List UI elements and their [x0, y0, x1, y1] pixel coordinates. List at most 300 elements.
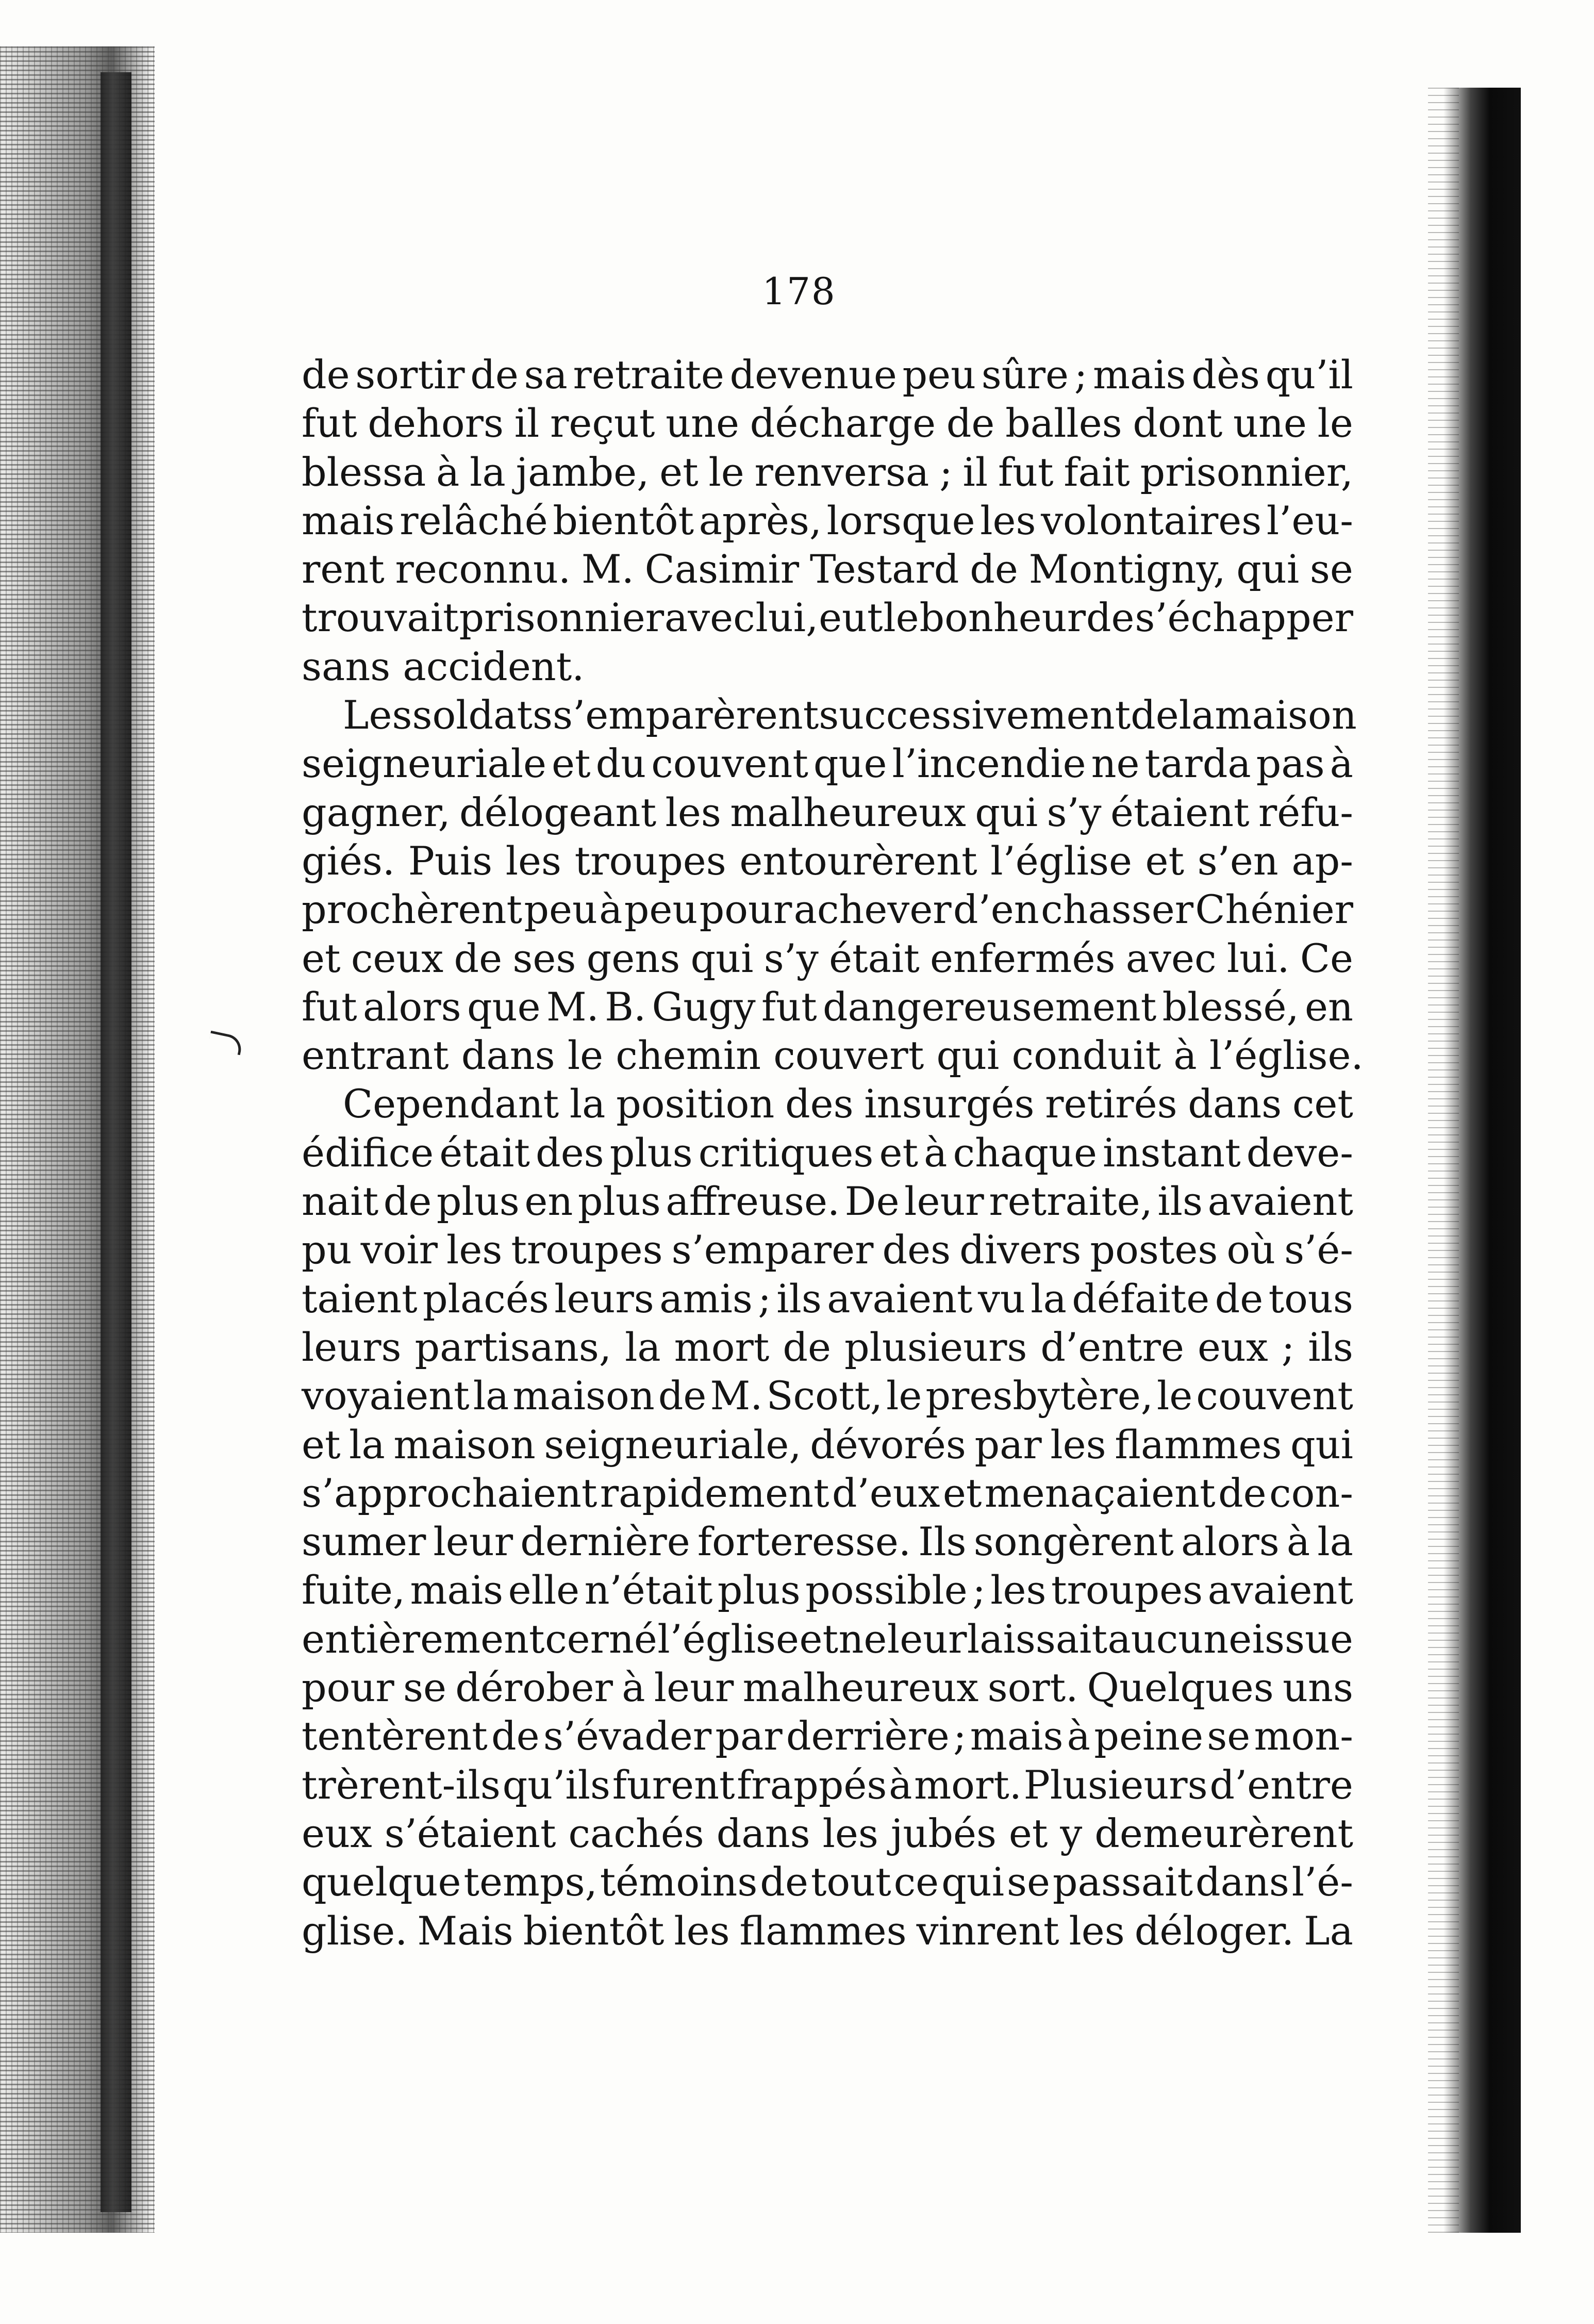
word: dans	[1188, 1081, 1282, 1127]
word: une	[666, 400, 739, 447]
word: fut	[998, 449, 1054, 495]
word: de	[783, 1324, 831, 1370]
word: à	[1067, 1713, 1090, 1759]
word: deve-	[1246, 1129, 1353, 1176]
word: M.	[710, 1373, 763, 1419]
word: qui	[1290, 1421, 1353, 1468]
word: dès	[1191, 352, 1260, 398]
word: le	[708, 449, 744, 495]
word: trèrent-ils	[302, 1761, 501, 1808]
word: ap-	[1291, 837, 1353, 884]
word: le	[1317, 400, 1353, 447]
word: fut	[761, 983, 817, 1030]
word: M.	[546, 983, 599, 1030]
word: l’incendie	[892, 740, 1086, 787]
word: Ce	[1300, 935, 1353, 981]
word: M.	[581, 546, 634, 592]
word: de	[383, 1178, 432, 1225]
word: possible	[805, 1567, 968, 1613]
word: Scott,	[766, 1373, 883, 1419]
word: de	[970, 546, 1018, 592]
word: postes	[1090, 1227, 1218, 1273]
word: mort	[674, 1324, 770, 1370]
text-line	[302, 594, 1353, 642]
word: déloger.	[1134, 1907, 1294, 1954]
word: achever	[793, 886, 952, 933]
word: où	[1226, 1227, 1276, 1273]
word: laissait	[967, 1616, 1108, 1662]
word: volontaires	[1041, 497, 1262, 543]
word: alors	[1181, 1519, 1280, 1565]
word: du	[595, 740, 646, 787]
word: à	[436, 449, 460, 495]
word: demeurèrent	[1094, 1810, 1353, 1856]
word: ses	[512, 935, 576, 981]
word: nait	[302, 1178, 379, 1225]
word: s’y	[763, 935, 819, 981]
word: avaient	[827, 1275, 973, 1322]
text-line	[302, 1907, 1353, 1955]
word: et	[659, 449, 699, 495]
word: ;	[1074, 352, 1088, 398]
word: pour	[699, 886, 792, 933]
word: giés.	[302, 837, 395, 884]
word: Gugy	[652, 983, 756, 1030]
word: chaque	[953, 1129, 1097, 1176]
word: avaient	[1207, 1178, 1353, 1225]
word: soldats	[412, 692, 553, 738]
word: de	[302, 352, 350, 398]
word: sumer	[302, 1519, 426, 1565]
word: le	[883, 595, 919, 641]
text-line	[302, 1663, 1353, 1712]
word: par	[974, 1421, 1042, 1468]
word: délogeant	[459, 789, 657, 835]
word: jambe,	[516, 449, 650, 495]
text-line	[302, 1226, 1353, 1274]
word: troupes	[1051, 1567, 1203, 1613]
word: les	[446, 1227, 503, 1273]
word: plus	[577, 1178, 661, 1225]
word: par	[715, 1713, 783, 1759]
word: trouvait	[302, 595, 459, 641]
word: Quelques	[1087, 1664, 1274, 1711]
word: entourèrent	[739, 837, 977, 884]
word: qu’il	[1265, 352, 1353, 398]
word: fut	[302, 983, 357, 1030]
word: seigneuriale,	[544, 1421, 802, 1468]
word: prisonnier,	[1140, 449, 1353, 495]
word: Les	[343, 692, 412, 738]
word: de	[760, 1859, 808, 1905]
text-line	[302, 788, 1353, 837]
text-line	[302, 1566, 1353, 1614]
word: l’eu-	[1266, 497, 1353, 543]
text-line	[302, 1518, 1353, 1566]
word: malheureux	[742, 1664, 979, 1711]
word: Plusieurs	[1023, 1761, 1208, 1808]
word: eux	[1197, 1324, 1268, 1370]
text-line	[302, 1761, 1353, 1809]
text-line	[302, 1129, 1353, 1177]
word: quelque	[302, 1859, 461, 1905]
word: reçut	[550, 400, 655, 447]
word: insurgés	[864, 1081, 1035, 1127]
word: flammes	[739, 1907, 907, 1954]
word: s’emparer	[671, 1227, 874, 1273]
word: de	[454, 935, 503, 981]
word: il	[514, 400, 540, 447]
word: couvent	[651, 740, 808, 787]
word: dehors	[368, 400, 504, 447]
word: gens	[586, 935, 680, 981]
word: la	[1031, 1275, 1067, 1322]
word: se	[1309, 546, 1353, 592]
word: et	[879, 1129, 919, 1176]
word: se	[403, 1664, 446, 1711]
word: malheureux	[730, 789, 966, 835]
word: cachés	[568, 1810, 704, 1856]
word: que	[813, 740, 887, 787]
word: pas	[1256, 740, 1325, 787]
word: et	[799, 1616, 839, 1662]
word: de	[491, 1713, 540, 1759]
word: s’étaient	[384, 1810, 556, 1856]
page-number: 178	[762, 270, 836, 313]
word: passait	[1052, 1859, 1193, 1905]
word: leurs	[302, 1324, 402, 1370]
word: le	[886, 1373, 922, 1419]
word: à	[622, 1664, 645, 1711]
word: frappés	[737, 1761, 887, 1808]
word: leur	[654, 1664, 734, 1711]
word: la	[569, 1081, 606, 1127]
word: con-	[1269, 1470, 1353, 1516]
word: amis	[659, 1275, 753, 1322]
word: lorsque	[826, 497, 975, 543]
word: et	[302, 1421, 341, 1468]
word: s’approchaient	[302, 1470, 597, 1516]
text-line	[302, 1275, 1353, 1323]
text-line	[302, 1712, 1353, 1760]
word: Puis	[408, 837, 493, 884]
text-line	[302, 934, 1353, 983]
word: lui,	[755, 595, 819, 641]
word: renversa	[754, 449, 929, 495]
word: ;	[972, 1567, 986, 1613]
word: ceux	[351, 935, 444, 981]
text-line	[302, 351, 1353, 399]
word: qui	[941, 1859, 1004, 1905]
word: l’église	[657, 1616, 800, 1662]
word: sort.	[987, 1664, 1078, 1711]
word: vu	[977, 1275, 1025, 1322]
margin-pencil-mark	[207, 1031, 244, 1056]
word: sa	[524, 352, 568, 398]
word: témoins	[600, 1859, 758, 1905]
word: furent	[612, 1761, 735, 1808]
word: avaient	[1207, 1567, 1353, 1613]
word: les	[665, 789, 721, 835]
word: était	[439, 1129, 530, 1176]
text-line	[302, 837, 1353, 885]
word: troupes	[511, 1227, 663, 1273]
word: eux	[302, 1810, 372, 1856]
word: sûre	[981, 352, 1069, 398]
word: peu	[524, 886, 597, 933]
word: position	[616, 1081, 775, 1127]
word: une	[1233, 400, 1307, 447]
word: Cependant	[343, 1081, 559, 1127]
word: d’en	[953, 886, 1039, 933]
word: ;	[939, 449, 953, 495]
word: mon-	[1254, 1713, 1353, 1759]
text-line	[302, 983, 1353, 1031]
word: après,	[699, 497, 822, 543]
word: dans	[716, 1810, 810, 1856]
word: se	[1207, 1713, 1251, 1759]
word: défaite	[1072, 1275, 1210, 1322]
word: voir	[360, 1227, 438, 1273]
word: mais	[302, 497, 395, 543]
word: placés	[423, 1275, 549, 1322]
word: plus	[436, 1178, 520, 1225]
word: devenue	[729, 352, 897, 398]
word: ;	[1281, 1324, 1295, 1370]
word: tentèrent	[302, 1713, 488, 1759]
word: bientôt	[523, 1907, 665, 1954]
word: voyaient	[302, 1373, 470, 1419]
word: mort.	[914, 1761, 1022, 1808]
word: forteresse.	[697, 1519, 911, 1565]
word: ce	[893, 1859, 939, 1905]
word: bientôt	[553, 497, 694, 543]
word: issue	[1252, 1616, 1353, 1662]
word: de	[1086, 595, 1135, 641]
word: ;	[953, 1713, 967, 1759]
text-line	[302, 1031, 1364, 1080]
word: affreuse.	[666, 1178, 840, 1225]
text-line	[302, 642, 1353, 691]
word: presbytère,	[925, 1373, 1153, 1419]
text-line	[302, 1421, 1353, 1469]
word: d’entre	[1209, 1761, 1353, 1808]
text-line	[302, 399, 1353, 448]
word: fuite,	[302, 1567, 406, 1613]
word: seigneuriale	[302, 740, 547, 787]
word: les	[1050, 1421, 1106, 1468]
word: leurs	[554, 1275, 654, 1322]
word: s’é-	[1284, 1227, 1353, 1273]
text-line	[302, 1372, 1353, 1420]
text-line-content: entrant dans le chemin couvert qui conduit à l’église.	[302, 1032, 1364, 1079]
text-line	[302, 739, 1353, 788]
word: et	[1145, 837, 1185, 884]
word: qui	[975, 789, 1038, 835]
word: cet	[1292, 1081, 1353, 1127]
word: plus	[717, 1567, 801, 1613]
word: bonheur	[919, 595, 1086, 641]
word: dévorés	[810, 1421, 966, 1468]
word: retirés	[1045, 1081, 1177, 1127]
word: lui.	[1226, 935, 1290, 981]
word: de	[1215, 1275, 1264, 1322]
word: fait	[1064, 449, 1130, 495]
word: tarda	[1144, 740, 1251, 787]
word: leur	[433, 1519, 513, 1565]
word: plusieurs	[844, 1324, 1027, 1370]
text-line	[302, 448, 1353, 497]
right-edge-speckle	[1428, 88, 1459, 2233]
word: Montigny,	[1028, 546, 1226, 592]
word: l’église	[990, 837, 1132, 884]
word: le	[1156, 1373, 1193, 1419]
word: dérober	[455, 1664, 613, 1711]
word: maison	[1215, 692, 1357, 738]
text-line	[302, 1080, 1353, 1128]
word: mais	[970, 1713, 1064, 1759]
word: eut	[819, 595, 883, 641]
word: pour	[302, 1664, 394, 1711]
word: B.	[605, 983, 646, 1030]
word: qui	[1236, 546, 1300, 592]
word: mais	[1092, 352, 1186, 398]
word: cerné	[545, 1616, 657, 1662]
text-line	[302, 497, 1353, 545]
word: des	[785, 1081, 854, 1127]
word: sortir	[355, 352, 465, 398]
word: retraite,	[989, 1178, 1153, 1225]
word: à	[1286, 1519, 1310, 1565]
word: partisans,	[414, 1324, 612, 1370]
word: dangereusement	[822, 983, 1157, 1030]
word: et	[302, 935, 341, 981]
word: en	[524, 1178, 573, 1225]
word: jubés	[890, 1810, 997, 1856]
word: s’y	[1047, 789, 1102, 835]
left-binding-shadow	[101, 72, 131, 2212]
word: s’emparèrent	[553, 692, 819, 738]
word: uns	[1283, 1664, 1353, 1711]
word: des	[882, 1227, 951, 1273]
word: temps,	[463, 1859, 597, 1905]
word: n’était	[584, 1567, 713, 1613]
word: ne	[838, 1616, 887, 1662]
word: enfermés	[930, 935, 1116, 981]
word: plus	[609, 1129, 693, 1176]
text-line	[302, 691, 1357, 739]
word: vinrent	[916, 1907, 1059, 1954]
word: troupes	[574, 837, 726, 884]
word: se	[1006, 1859, 1050, 1905]
body-text	[302, 351, 1364, 1955]
word: leur	[904, 1178, 984, 1225]
word: la	[1178, 692, 1215, 738]
word: dont	[1133, 400, 1223, 447]
word: couvent	[1196, 1373, 1353, 1419]
word: était	[829, 935, 920, 981]
word: les	[980, 497, 1036, 543]
word: à	[889, 1761, 912, 1808]
word: balles	[1005, 400, 1122, 447]
word: blessé,	[1162, 983, 1299, 1030]
word: successivement	[819, 692, 1131, 738]
word: derrière	[786, 1713, 950, 1759]
word: de	[946, 400, 995, 447]
word: fut	[302, 400, 357, 447]
word: qu’ils	[502, 1761, 611, 1808]
word: prochèrent	[302, 886, 523, 933]
word: les	[505, 837, 561, 884]
word: menaçaient	[984, 1470, 1216, 1516]
word: que	[467, 983, 541, 1030]
word: De	[844, 1178, 900, 1225]
word: taient	[302, 1275, 418, 1322]
text-line	[302, 545, 1353, 594]
word: dans	[1195, 1859, 1289, 1905]
word: ne	[1091, 740, 1140, 787]
word: les	[674, 1907, 730, 1954]
text-line	[302, 1858, 1353, 1906]
text-line	[302, 1809, 1353, 1858]
word: en	[1305, 983, 1353, 1030]
word: avec	[664, 595, 755, 641]
word: et	[552, 740, 591, 787]
word: les	[990, 1567, 1047, 1613]
word: peu	[624, 886, 698, 933]
word: leur	[887, 1616, 967, 1662]
word: Ils	[918, 1519, 967, 1565]
word: à	[599, 886, 623, 933]
word: peine	[1094, 1713, 1204, 1759]
word: entièrement	[302, 1616, 545, 1662]
word: La	[1304, 1907, 1353, 1954]
word: prisonnier	[459, 595, 665, 641]
text-line	[302, 885, 1353, 934]
word: blessa	[302, 449, 426, 495]
word: édifice	[302, 1129, 434, 1176]
word: d’eux	[832, 1470, 940, 1516]
word: s’en	[1197, 837, 1278, 884]
word: gagner,	[302, 789, 451, 835]
word: les	[822, 1810, 878, 1856]
word: Mais	[417, 1907, 513, 1954]
word: chasser	[1040, 886, 1194, 933]
word: ;	[758, 1275, 771, 1322]
word: à	[924, 1129, 948, 1176]
word: la	[625, 1324, 661, 1370]
text-line	[302, 1615, 1353, 1663]
text-line	[302, 1323, 1353, 1372]
word: et	[942, 1470, 982, 1516]
word: la	[470, 449, 506, 495]
word: de	[1218, 1470, 1267, 1516]
word: critiques	[698, 1129, 874, 1176]
word: de	[470, 352, 519, 398]
word: mais	[410, 1567, 504, 1613]
word: Chénier	[1195, 886, 1353, 933]
word: retraite	[573, 352, 724, 398]
word: maison	[512, 1373, 655, 1419]
word: tout	[810, 1859, 891, 1905]
word: glise.	[302, 1907, 408, 1954]
word: des	[536, 1129, 604, 1176]
word: et	[1008, 1810, 1048, 1856]
word: d’entre	[1040, 1324, 1184, 1370]
word: qui	[690, 935, 754, 981]
word: dernière	[520, 1519, 690, 1565]
word: les	[1069, 1907, 1125, 1954]
